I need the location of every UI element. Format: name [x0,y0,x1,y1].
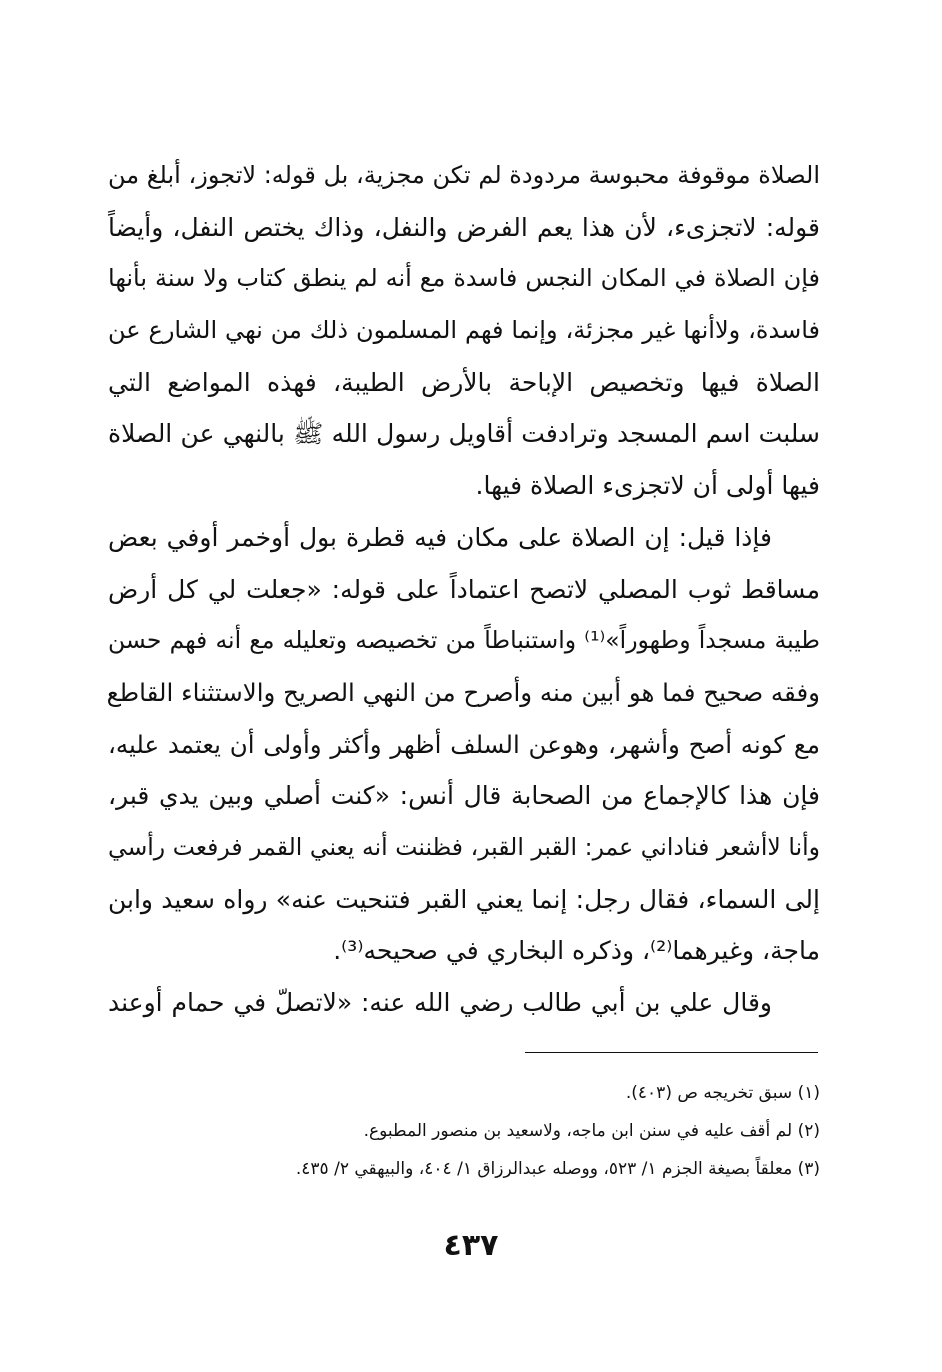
text-line: فاسدة، ولاأنها غير مجزئة، وإنما فهم المسلمون ذلك من نهي الشارع عن [108,316,820,345]
footnote: (٢) لم أقف عليه في سنن ابن ماجه، ولاسعيد بن منصور المطبوع. [363,1121,820,1141]
footnotes-block [108,1074,820,1188]
text-line: قوله: لاتجزىء، لأن هذا يعم الفرض والنفل، وذاك يختص النفل، وأيضاً [108,212,820,242]
page-number: ٤٣٧ [443,1228,499,1263]
text-line: ماجة، وغيرهما⁽²⁾، وذكره البخاري في صحيحه⁽³⁾. [333,936,820,966]
text-line: وقال علي بن أبي طالب رضي الله عنه: «لاتصلّ في حمام أوعند [108,988,772,1017]
text-line: سلبت اسم المسجد وترادفت أقاويل رسول الله ﷺ بالنهي عن الصلاة [108,419,820,449]
text-line: مساقط ثوب المصلي لاتصح اعتماداً على قوله: «جعلت لي كل أرض [108,574,820,604]
text-line: فإن الصلاة في المكان النجس فاسدة مع أنه لم ينطق كتاب ولا سنة بأنها [108,264,820,293]
text-line: وأنا لاأشعر فناداني عمر: القبر القبر، فظننت أنه يعني القمر فرفعت رأسي [108,832,820,861]
text-line: الصلاة موقوفة محبوسة مردودة لم تكن مجزية، بل قوله: لاتجوز، أبلغ من [108,161,820,189]
text-line: الصلاة فيها وتخصيص الإباحة بالأرض الطيبة، فهذه المواضع التي [108,367,820,397]
text-line: وفقه صحيح فما هو أبين منه وأصرح من النهي الصريح والاستثناء القاطع [106,677,820,707]
footnote-separator [525,1052,818,1053]
text-line: طيبة مسجداً وطهوراً»⁽¹⁾ واستنباطاً من تخصيصه وتعليله مع أنه فهم حسن [108,626,821,655]
text-line: فيها أولى أن لاتجزىء الصلاة فيها. [475,471,820,501]
main-text-block [108,150,820,1029]
footnote: (٣) معلقاً بصيغة الجزم ١/ ٥٢٣، ووصله عبدالرزاق ١/ ٤٠٤، والبيهقي ٢/ ٤٣٥. [295,1159,820,1179]
text-line: فإذا قيل: إن الصلاة على مكان فيه قطرة بول أوخمر أوفي بعض [108,522,772,552]
footnote: (١) سبق تخريجه ص (٤٠٣). [625,1083,820,1103]
text-line: مع كونه أصح وأشهر، وهوعن السلف أظهر وأكثر وأولى أن يعتمد عليه، [108,729,820,759]
text-line: إلى السماء، فقال رجل: إنما يعني القبر فتنحيت عنه» رواه سعيد وابن [108,884,820,914]
text-line: فإن هذا كالإجماع من الصحابة قال أنس: «كنت أصلي وبين يدي قبر، [108,781,820,811]
